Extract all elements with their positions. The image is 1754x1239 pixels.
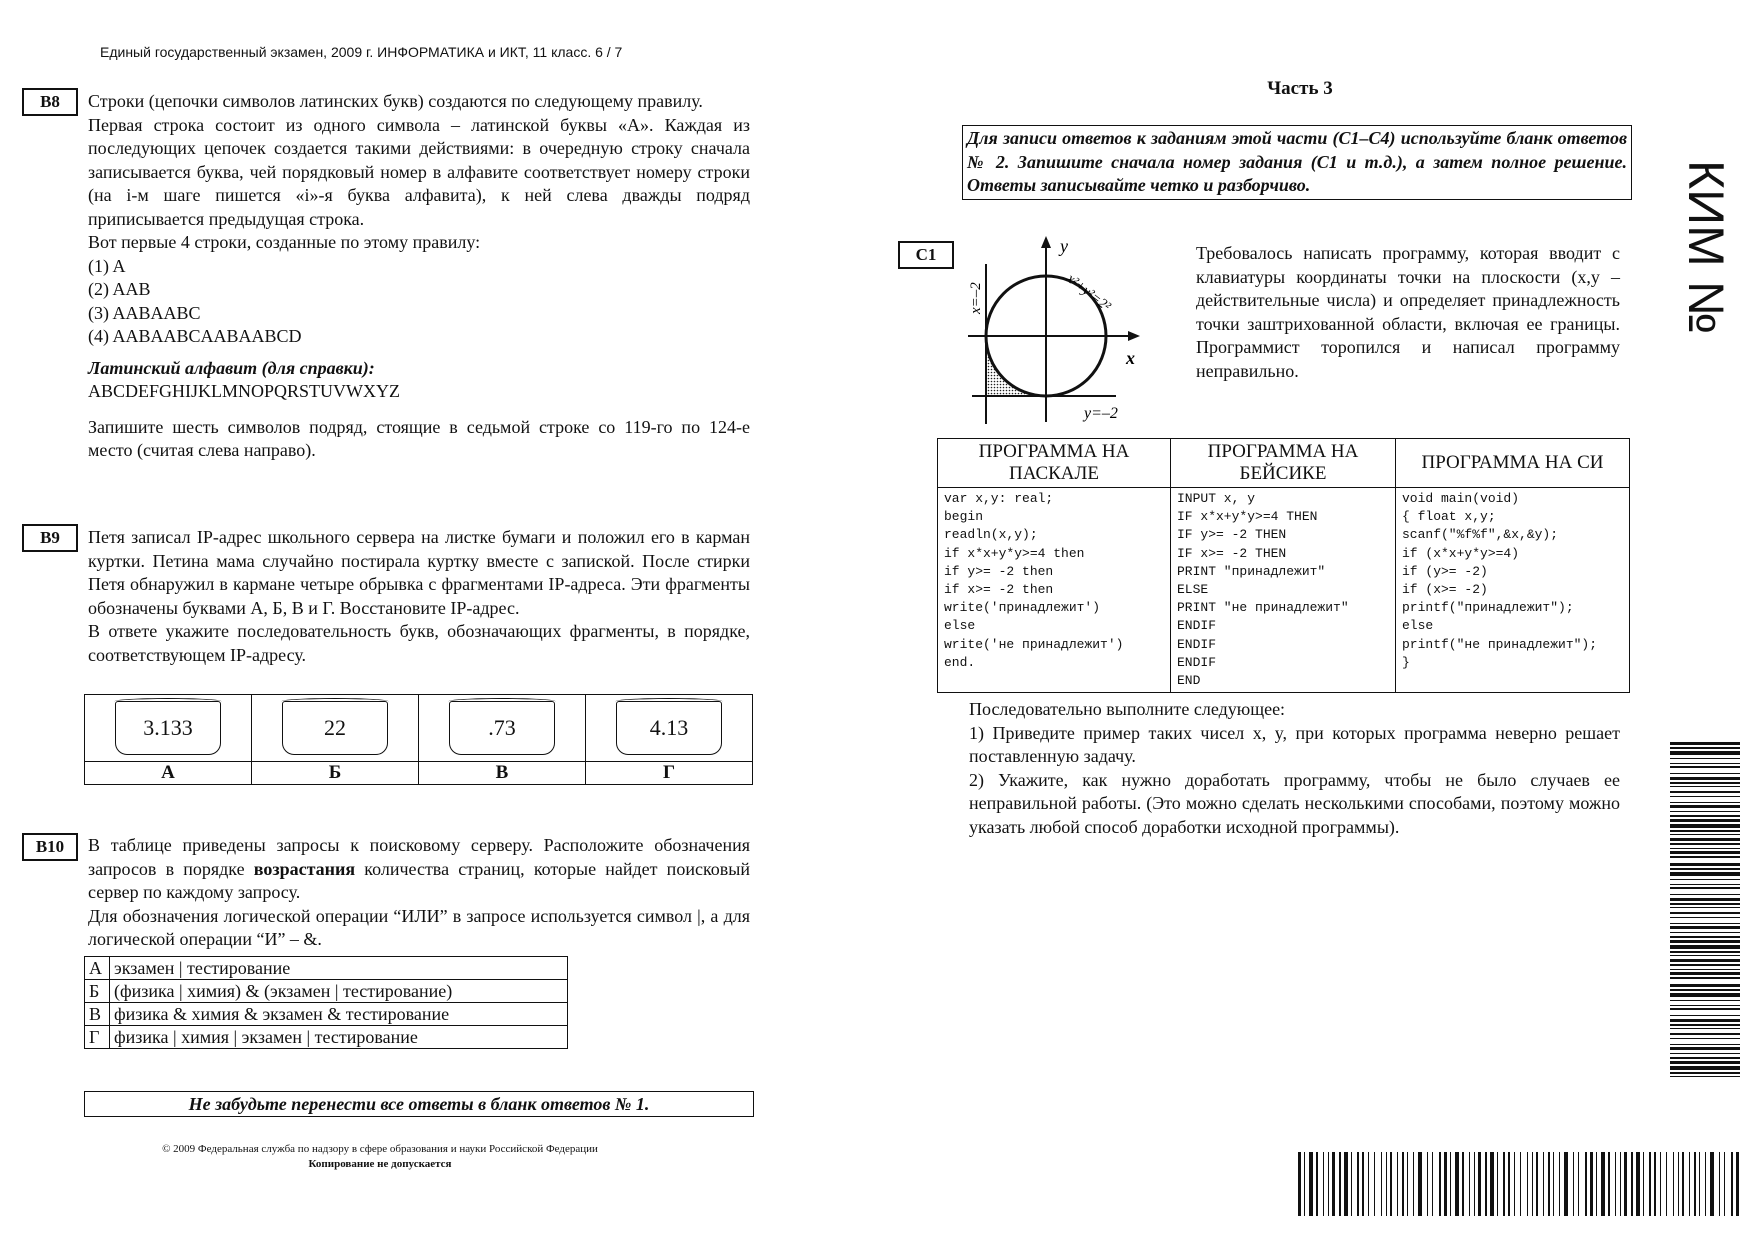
fragment-value-g: 4.13 [649, 715, 689, 740]
barcode-bar [1670, 1076, 1740, 1077]
barcode-bar [1670, 926, 1740, 929]
barcode-bar [1670, 766, 1740, 768]
b8-line-4: (4) AABAABCAABAABCD [88, 326, 302, 346]
barcode-bar [1670, 1015, 1740, 1016]
barcode-bar [1490, 1152, 1494, 1216]
barcode-bar [1670, 1038, 1740, 1039]
y-axis-arrow [1041, 236, 1051, 248]
part3-instructions: Для записи ответов к заданиям этой части (С1–С4) используйте бланк ответов № 2. Запишите сначала номер задания (С1 и т.д.), а затем полное решение. Ответы записывайте четко и разборчиво. [962, 125, 1632, 200]
barcode-bar [1497, 1152, 1498, 1216]
y-axis-label: y [1060, 236, 1068, 256]
barcode-bar [1608, 1152, 1610, 1216]
barcode-bar [1631, 1152, 1633, 1216]
barcode-bar [1309, 1152, 1313, 1216]
programs-table [937, 438, 1630, 693]
b10-p1-b: количества страниц, которые найдет поисковый сервер по каждому запросу. [88, 858, 750, 902]
query-text: (физика | химия) & (экзамен | тестирование) [110, 980, 568, 1003]
barcode-bar [1670, 868, 1740, 870]
barcode-bar [1670, 863, 1740, 866]
barcode-bar [1660, 1152, 1661, 1216]
c1-text: Требовалось написать программу, которая вводит с клавиатуры координаты точки на плоскости (x,y – действительные числа) и определяет принадлежность точки заштрихованной области, включая ее границы. Программист торопился и написал программу неправильно. [1196, 243, 1620, 381]
b8-paragraph-3: Вот первые 4 строки, созданные по этому правилу: [88, 232, 481, 252]
vline-label: x=–2 [968, 282, 984, 314]
barcode-bar [1339, 1152, 1341, 1216]
b9-paragraph-1: Петя записал IP-адрес школьного сервера на листке бумаги и положил его в карман куртки. Петина мама случайно постирала куртку вместе с запиской. После стирки Петя обнаружил в кармане четыре обрывка с фрагментами IP-адреса. Эти фрагменты обозначены буквами А, Б, В и Г. Восстановите IP-адрес. [88, 527, 750, 618]
barcode-bar [1485, 1152, 1487, 1216]
query-text: физика & химия & экзамен & тестирование [110, 1003, 568, 1026]
barcode-bar [1444, 1152, 1447, 1216]
barcode-bar [1670, 977, 1740, 979]
barcode-bar [1670, 903, 1740, 905]
barcode-bar [1670, 1072, 1740, 1074]
barcode-bar [1670, 843, 1740, 845]
x-axis-label: x [1126, 348, 1135, 368]
fragment-value-v: .73 [488, 715, 516, 740]
barcode-bar [1670, 972, 1740, 975]
page-header: Единый государственный экзамен, 2009 г. ИНФОРМАТИКА и ИКТ, 11 класс. 6 / 7 [100, 44, 623, 60]
barcode-bar [1590, 1152, 1593, 1216]
barcode-bar [1643, 1152, 1644, 1216]
table-row [85, 1026, 568, 1049]
barcode-bar [1682, 1152, 1684, 1216]
ip-fragments-table [84, 694, 753, 785]
x-axis-arrow [1128, 331, 1140, 341]
side-label-box [1678, 160, 1738, 360]
barcode-bar [1670, 940, 1740, 943]
barcode-bar [1670, 884, 1740, 885]
fragment-value-b: 22 [324, 715, 346, 740]
barcode-bar [1670, 907, 1740, 908]
header-basic: ПРОГРАММА НА БЕЙСИКЕ [1171, 439, 1396, 488]
barcode-bar [1670, 969, 1740, 970]
barcode-bar [1670, 984, 1740, 987]
header-pascal: ПРОГРАММА НА ПАСКАЛЕ [938, 439, 1171, 488]
barcode-bar [1532, 1152, 1533, 1216]
barcode-bar [1670, 851, 1740, 854]
barcode-bar [1670, 1005, 1740, 1006]
barcode-bar [1615, 1152, 1616, 1216]
barcode-bar [1316, 1152, 1318, 1216]
barcode-bar [1402, 1152, 1404, 1216]
barcode-bar [1670, 964, 1740, 966]
fragment-letter-a: А [85, 762, 252, 785]
barcode-bar [1670, 951, 1740, 953]
barcode-bar [1478, 1152, 1481, 1216]
b8-line-1: (1) A [88, 255, 126, 276]
barcode-bar [1418, 1152, 1422, 1216]
barcode-bar [1381, 1152, 1382, 1216]
barcode-bar [1670, 936, 1740, 938]
barcode-bar [1670, 1053, 1740, 1054]
barcode-bar [1374, 1152, 1375, 1216]
barcode-bar [1450, 1152, 1451, 1216]
barcode-bar [1670, 796, 1740, 797]
barcode-bar [1654, 1152, 1656, 1216]
b10-paragraph-1 [88, 834, 750, 905]
fragment-letter-v: В [419, 762, 586, 785]
barcode-bar [1573, 1152, 1574, 1216]
task-tag-b8: B8 [22, 88, 78, 116]
barcode-bar [1670, 805, 1740, 808]
c1-intro: Последовательно выполните следующее: [969, 699, 1286, 719]
barcode-bar [1670, 1057, 1740, 1059]
barcode-horizontal [1298, 1152, 1742, 1216]
query-letter: А [85, 957, 110, 980]
barcode-bar [1427, 1152, 1428, 1216]
barcode-bar [1689, 1152, 1690, 1216]
barcode-bar [1455, 1152, 1459, 1216]
b8-line-2: (2) AAB [88, 279, 151, 299]
circle-equation-label: x²+y²=2² [1063, 271, 1113, 315]
barcode-bar [1673, 1152, 1674, 1216]
part3-title: Часть 3 [1267, 78, 1333, 99]
fragment-letter-g: Г [586, 762, 753, 785]
c1-questions [969, 698, 1620, 839]
b8-alphabet-label: Латинский алфавит (для справки): [88, 357, 375, 378]
footer-copyright: © 2009 Федеральная служба по надзору в сфере образования и науки Российской Федерации [162, 1143, 598, 1155]
barcode-bar [1731, 1152, 1733, 1216]
queries-table [84, 956, 568, 1049]
barcode-bar [1344, 1152, 1348, 1216]
barcode-bar [1670, 989, 1740, 991]
barcode-bar [1469, 1152, 1470, 1216]
barcode-bar [1670, 782, 1740, 784]
task-b10 [88, 834, 750, 952]
barcode-bar [1670, 1008, 1740, 1010]
barcode-bar [1670, 923, 1740, 924]
barcode-bar [1670, 811, 1740, 812]
task-b9 [88, 526, 750, 667]
barcode-bar [1553, 1152, 1554, 1216]
query-letter: Г [85, 1026, 110, 1049]
barcode-bar [1670, 917, 1740, 918]
barcode-bar [1670, 879, 1740, 880]
barcode-bar [1724, 1152, 1725, 1216]
barcode-bar [1670, 945, 1740, 949]
reminder-box: Не забудьте перенести все ответы в бланк ответов № 1. [84, 1091, 754, 1117]
barcode-bar [1670, 834, 1740, 835]
header-c: ПРОГРАММА НА СИ [1396, 439, 1630, 488]
table-row [85, 957, 568, 980]
table-row [85, 1003, 568, 1026]
barcode-bar [1670, 898, 1740, 901]
barcode-bar [1670, 751, 1740, 755]
table-row [85, 980, 568, 1003]
barcode-bar [1670, 894, 1740, 895]
barcode-bar [1670, 1047, 1740, 1050]
barcode-bar [1670, 887, 1740, 889]
c1-question-2: 2) Укажите, как нужно доработать программу, чтобы не было случаев ее неправильной работы. (Это можно сделать несколькими способами, поэтому можно указать любой способ доработки исходной программы). [969, 769, 1620, 837]
barcode-bar [1503, 1152, 1505, 1216]
barcode-vertical [1670, 742, 1740, 1080]
barcode-bar [1670, 830, 1740, 832]
fragment-paper-v [449, 701, 555, 755]
barcode-bar [1670, 747, 1740, 749]
fragment-paper-a [115, 701, 221, 755]
barcode-bar [1670, 856, 1740, 858]
barcode-bar [1670, 758, 1740, 759]
barcode-bar [1298, 1152, 1301, 1216]
fragment-paper-g [616, 701, 722, 755]
fragment-paper-b [282, 701, 388, 755]
query-letter: Б [85, 980, 110, 1003]
barcode-bar [1649, 1152, 1651, 1216]
b8-paragraph-2: Первая строка состоит из одного символа – латинской буквы «А». Каждая из последующих цепочек создается такими действиями: в очередную строку сначала записывается буква, чей порядковый номер в алфавите соответствует номеру строки (на i-м шаге пишется «i»-я буква алфавита), к ней слева дважды подряд приписывается предыдущая строка. [88, 114, 750, 229]
barcode-bar [1620, 1152, 1621, 1216]
side-label-kim: КИМ № [1678, 160, 1734, 335]
barcode-bar [1407, 1152, 1408, 1216]
barcode-bar [1559, 1152, 1560, 1216]
footer-no-copy: Копирование не допускается [308, 1158, 452, 1170]
b10-p1-bold: возрастания [253, 858, 356, 879]
fragment-letter-b: Б [252, 762, 419, 785]
c1-graph [966, 236, 1154, 426]
barcode-bar [1413, 1152, 1414, 1216]
barcode-bar [1670, 777, 1740, 780]
barcode-bar [1514, 1152, 1515, 1216]
barcode-bar [1670, 1024, 1740, 1026]
barcode-bar [1670, 848, 1740, 849]
barcode-bar [1670, 819, 1740, 822]
barcode-bar [1670, 1000, 1740, 1001]
barcode-bar [1736, 1152, 1739, 1216]
barcode-bar [1474, 1152, 1475, 1216]
barcode-bar [1670, 763, 1740, 764]
b10-paragraph-2: Для обозначения логической операции “ИЛИ” в запросе используется символ |, а для логической операции “И” – &. [88, 905, 750, 949]
barcode-bar [1694, 1152, 1696, 1216]
barcode-bar [1432, 1152, 1433, 1216]
b8-task: Запишите шесть символов подряд, стоящие в седьмой строке со 119-го по 124-е место (считая слева направо). [88, 416, 750, 460]
barcode-bar [1386, 1152, 1387, 1216]
barcode-bar [1304, 1152, 1305, 1216]
barcode-bar [1323, 1152, 1324, 1216]
footer [100, 1142, 660, 1172]
code-pascal: var x,y: real; begin readln(x,y); if x*x+y*y>=4 then if y>= -2 then if x>= -2 then write('принадлежит') else write('не принадлежит') end. [938, 488, 1171, 693]
barcode-bar [1670, 1033, 1740, 1035]
query-text: экзамен | тестирование [110, 957, 568, 980]
code-basic: INPUT x, y IF x*x+y*y>=4 THEN IF y>= -2 THEN IF x>= -2 THEN PRINT "принадлежит" ELSE PRINT "не принадлежит" ENDIF ENDIF ENDIF END [1171, 488, 1396, 693]
barcode-bar [1670, 773, 1740, 774]
query-letter: В [85, 1003, 110, 1026]
barcode-bar [1368, 1152, 1369, 1216]
barcode-bar [1397, 1152, 1398, 1216]
barcode-bar [1548, 1152, 1550, 1216]
b9-paragraph-2: В ответе укажите последовательность букв, обозначающих фрагменты, в порядке, соответствующем IP-адресу. [88, 621, 750, 665]
b10-p1-a: В таблице приведены запросы к поисковому серверу. Расположите обозначения запросов в порядке [88, 835, 750, 879]
task-b8 [88, 90, 750, 463]
barcode-bar [1670, 932, 1740, 933]
barcode-bar [1578, 1152, 1579, 1216]
barcode-bar [1357, 1152, 1359, 1216]
b8-line-3: (3) AABAABC [88, 302, 201, 323]
fragment-value-a: 3.133 [143, 715, 193, 740]
barcode-bar [1543, 1152, 1544, 1216]
barcode-bar [1670, 1028, 1740, 1029]
barcode-bar [1670, 1066, 1740, 1070]
b8-alphabet: ABCDEFGHIJKLMNOPQRSTUVWXYZ [88, 381, 401, 401]
task-tag-c1: C1 [898, 241, 954, 269]
barcode-bar [1332, 1152, 1335, 1216]
barcode-bar [1670, 955, 1740, 956]
barcode-bar [1670, 1061, 1740, 1064]
barcode-bar [1328, 1152, 1329, 1216]
barcode-bar [1670, 791, 1740, 793]
barcode-bar [1670, 1044, 1740, 1045]
barcode-bar [1439, 1152, 1441, 1216]
barcode-bar [1666, 1152, 1667, 1216]
barcode-bar [1670, 959, 1740, 962]
barcode-bar [1601, 1152, 1605, 1216]
barcode-bar [1670, 742, 1740, 745]
barcode-bar [1564, 1152, 1568, 1216]
barcode-bar [1362, 1152, 1364, 1216]
barcode-bar [1536, 1152, 1538, 1216]
barcode-bar [1390, 1152, 1392, 1216]
barcode-bar [1705, 1152, 1706, 1216]
query-text: физика | химия | экзамен | тестирование [110, 1026, 568, 1049]
task-tag-b10: B10 [22, 833, 78, 861]
barcode-bar [1670, 815, 1740, 817]
barcode-bar [1585, 1152, 1587, 1216]
barcode-bar [1462, 1152, 1464, 1216]
barcode-bar [1670, 838, 1740, 841]
barcode-bar [1520, 1152, 1521, 1216]
barcode-bar [1624, 1152, 1627, 1216]
task-tag-b9: B9 [22, 524, 78, 552]
barcode-bar [1596, 1152, 1597, 1216]
barcode-bar [1670, 993, 1740, 997]
barcode-bar [1351, 1152, 1352, 1216]
barcode-bar [1636, 1152, 1640, 1216]
barcode-bar [1670, 802, 1740, 803]
c1-question-1: 1) Приведите пример таких чисел x, y, при которых программа неверно решает поставленную задачу. [969, 722, 1620, 766]
barcode-bar [1670, 824, 1740, 828]
code-c: void main(void) { float x,y; scanf("%f%f",&x,&y); if (x*x+y*y>=4) if (y>= -2) if (x>= -2) printf("принадлежит"); else printf("не принадлежит"); } [1396, 488, 1630, 693]
barcode-bar [1527, 1152, 1528, 1216]
barcode-bar [1719, 1152, 1720, 1216]
barcode-bar [1699, 1152, 1700, 1216]
barcode-bar [1508, 1152, 1510, 1216]
barcode-bar [1678, 1152, 1679, 1216]
b8-paragraph-1: Строки (цепочки символов латинских букв) создаются по следующему правилу. [88, 91, 703, 111]
barcode-bar [1670, 786, 1740, 787]
barcode-bar [1670, 1019, 1740, 1022]
barcode-bar [1670, 872, 1740, 876]
barcode-bar [1670, 912, 1740, 914]
barcode-bar [1710, 1152, 1714, 1216]
hline-label: y=–2 [1084, 405, 1118, 422]
